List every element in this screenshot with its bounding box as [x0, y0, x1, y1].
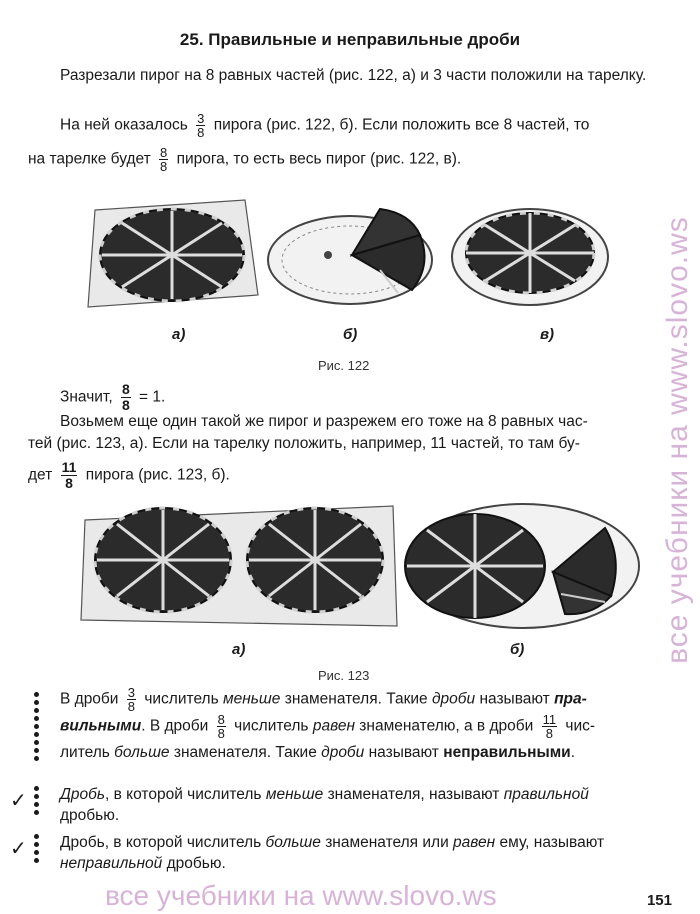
- figure-122-caption: Рис. 122: [318, 358, 370, 373]
- paragraph-4-line3: [28, 460, 668, 491]
- text: = 1.: [139, 388, 166, 406]
- definition-2: Дробь, в которой числитель больше знаменателя или равен ему, называют неправильной дробью.: [60, 834, 605, 872]
- checkmark-icon: ✓: [10, 790, 27, 812]
- fraction-8-8: $\frac{8}{8}$: [121, 381, 130, 413]
- figure-123-label-b: б): [510, 641, 525, 658]
- paragraph-3: [60, 382, 670, 413]
- figure-123-label-a: а): [232, 641, 246, 658]
- watermark-footer: все учебники на www.slovo.ws: [105, 880, 497, 911]
- fraction-8-8: $\frac{8}{8}$: [160, 145, 168, 174]
- figure-123-caption: Рис. 123: [318, 668, 370, 683]
- figure-122-label-a: а): [172, 326, 186, 343]
- fraction-3-8: $\frac{3}{8}$: [197, 111, 205, 140]
- definition-2-dots: [34, 834, 40, 866]
- checkmark-icon: ✓: [10, 838, 27, 860]
- text: дет: [28, 466, 53, 484]
- page-number: 151: [646, 892, 672, 909]
- figure-122-label-c: в): [540, 326, 555, 343]
- definition-1-dots: [34, 786, 40, 818]
- rule-line-1: В дроби $\frac{3}{8}$ числитель меньше знаменателя. Такие дроби называют пра-: [60, 685, 587, 714]
- fraction-11-8: $\frac{11}{8}$: [61, 459, 77, 491]
- rule-block: [60, 686, 672, 765]
- definition-1: Дробь, в которой числитель меньше знаменателя, называют правильной дробью.: [60, 786, 589, 824]
- fraction-11-8: $\frac{11}{8}$: [542, 712, 557, 741]
- section-title: 25. Правильные и неправильные дроби: [179, 30, 521, 49]
- figure-123-illustration: [75, 498, 645, 638]
- text: На ней оказалось: [60, 116, 188, 134]
- paragraph-2-cont: [28, 146, 668, 173]
- fraction-3-8: $\frac{3}{8}$: [127, 685, 136, 714]
- rule-marker-dots: [34, 692, 40, 764]
- rule-line-2: вильными. В дроби $\frac{8}{8}$ числитель равен знаменателю, а в дроби $\frac{11}{8}$ чис-: [60, 712, 596, 741]
- paragraph-2: [60, 112, 670, 139]
- text: на тарелке будет: [28, 150, 151, 168]
- rule-line-3: литель больше знаменателя. Такие дроби называют неправильными.: [60, 744, 576, 761]
- text: Значит,: [60, 388, 113, 406]
- paragraph-4-line2: тей (рис. 123, а). Если на тарелку положить, например, 11 частей, то там бу-: [28, 435, 580, 452]
- paragraph-4-line1: Возьмем еще один такой же пирог и разрежем его тоже на 8 равных час-: [60, 413, 588, 430]
- watermark-side: все учебники на www.slovo.ws: [661, 216, 694, 664]
- figure-122-label-b: б): [343, 326, 358, 343]
- figure-122-illustration: [80, 195, 620, 320]
- fraction-8-8: $\frac{8}{8}$: [217, 712, 225, 741]
- paragraph-1: Разрезали пирог на 8 равных частей (рис. 122, а) и 3 части положили на тарелку.: [60, 67, 647, 84]
- text: пирога (рис. 122, б). Если положить все 8 частей, то: [213, 116, 590, 134]
- text: пирога, то есть весь пирог (рис. 122, в).: [176, 150, 462, 168]
- text: пирога (рис. 123, б).: [85, 466, 230, 484]
